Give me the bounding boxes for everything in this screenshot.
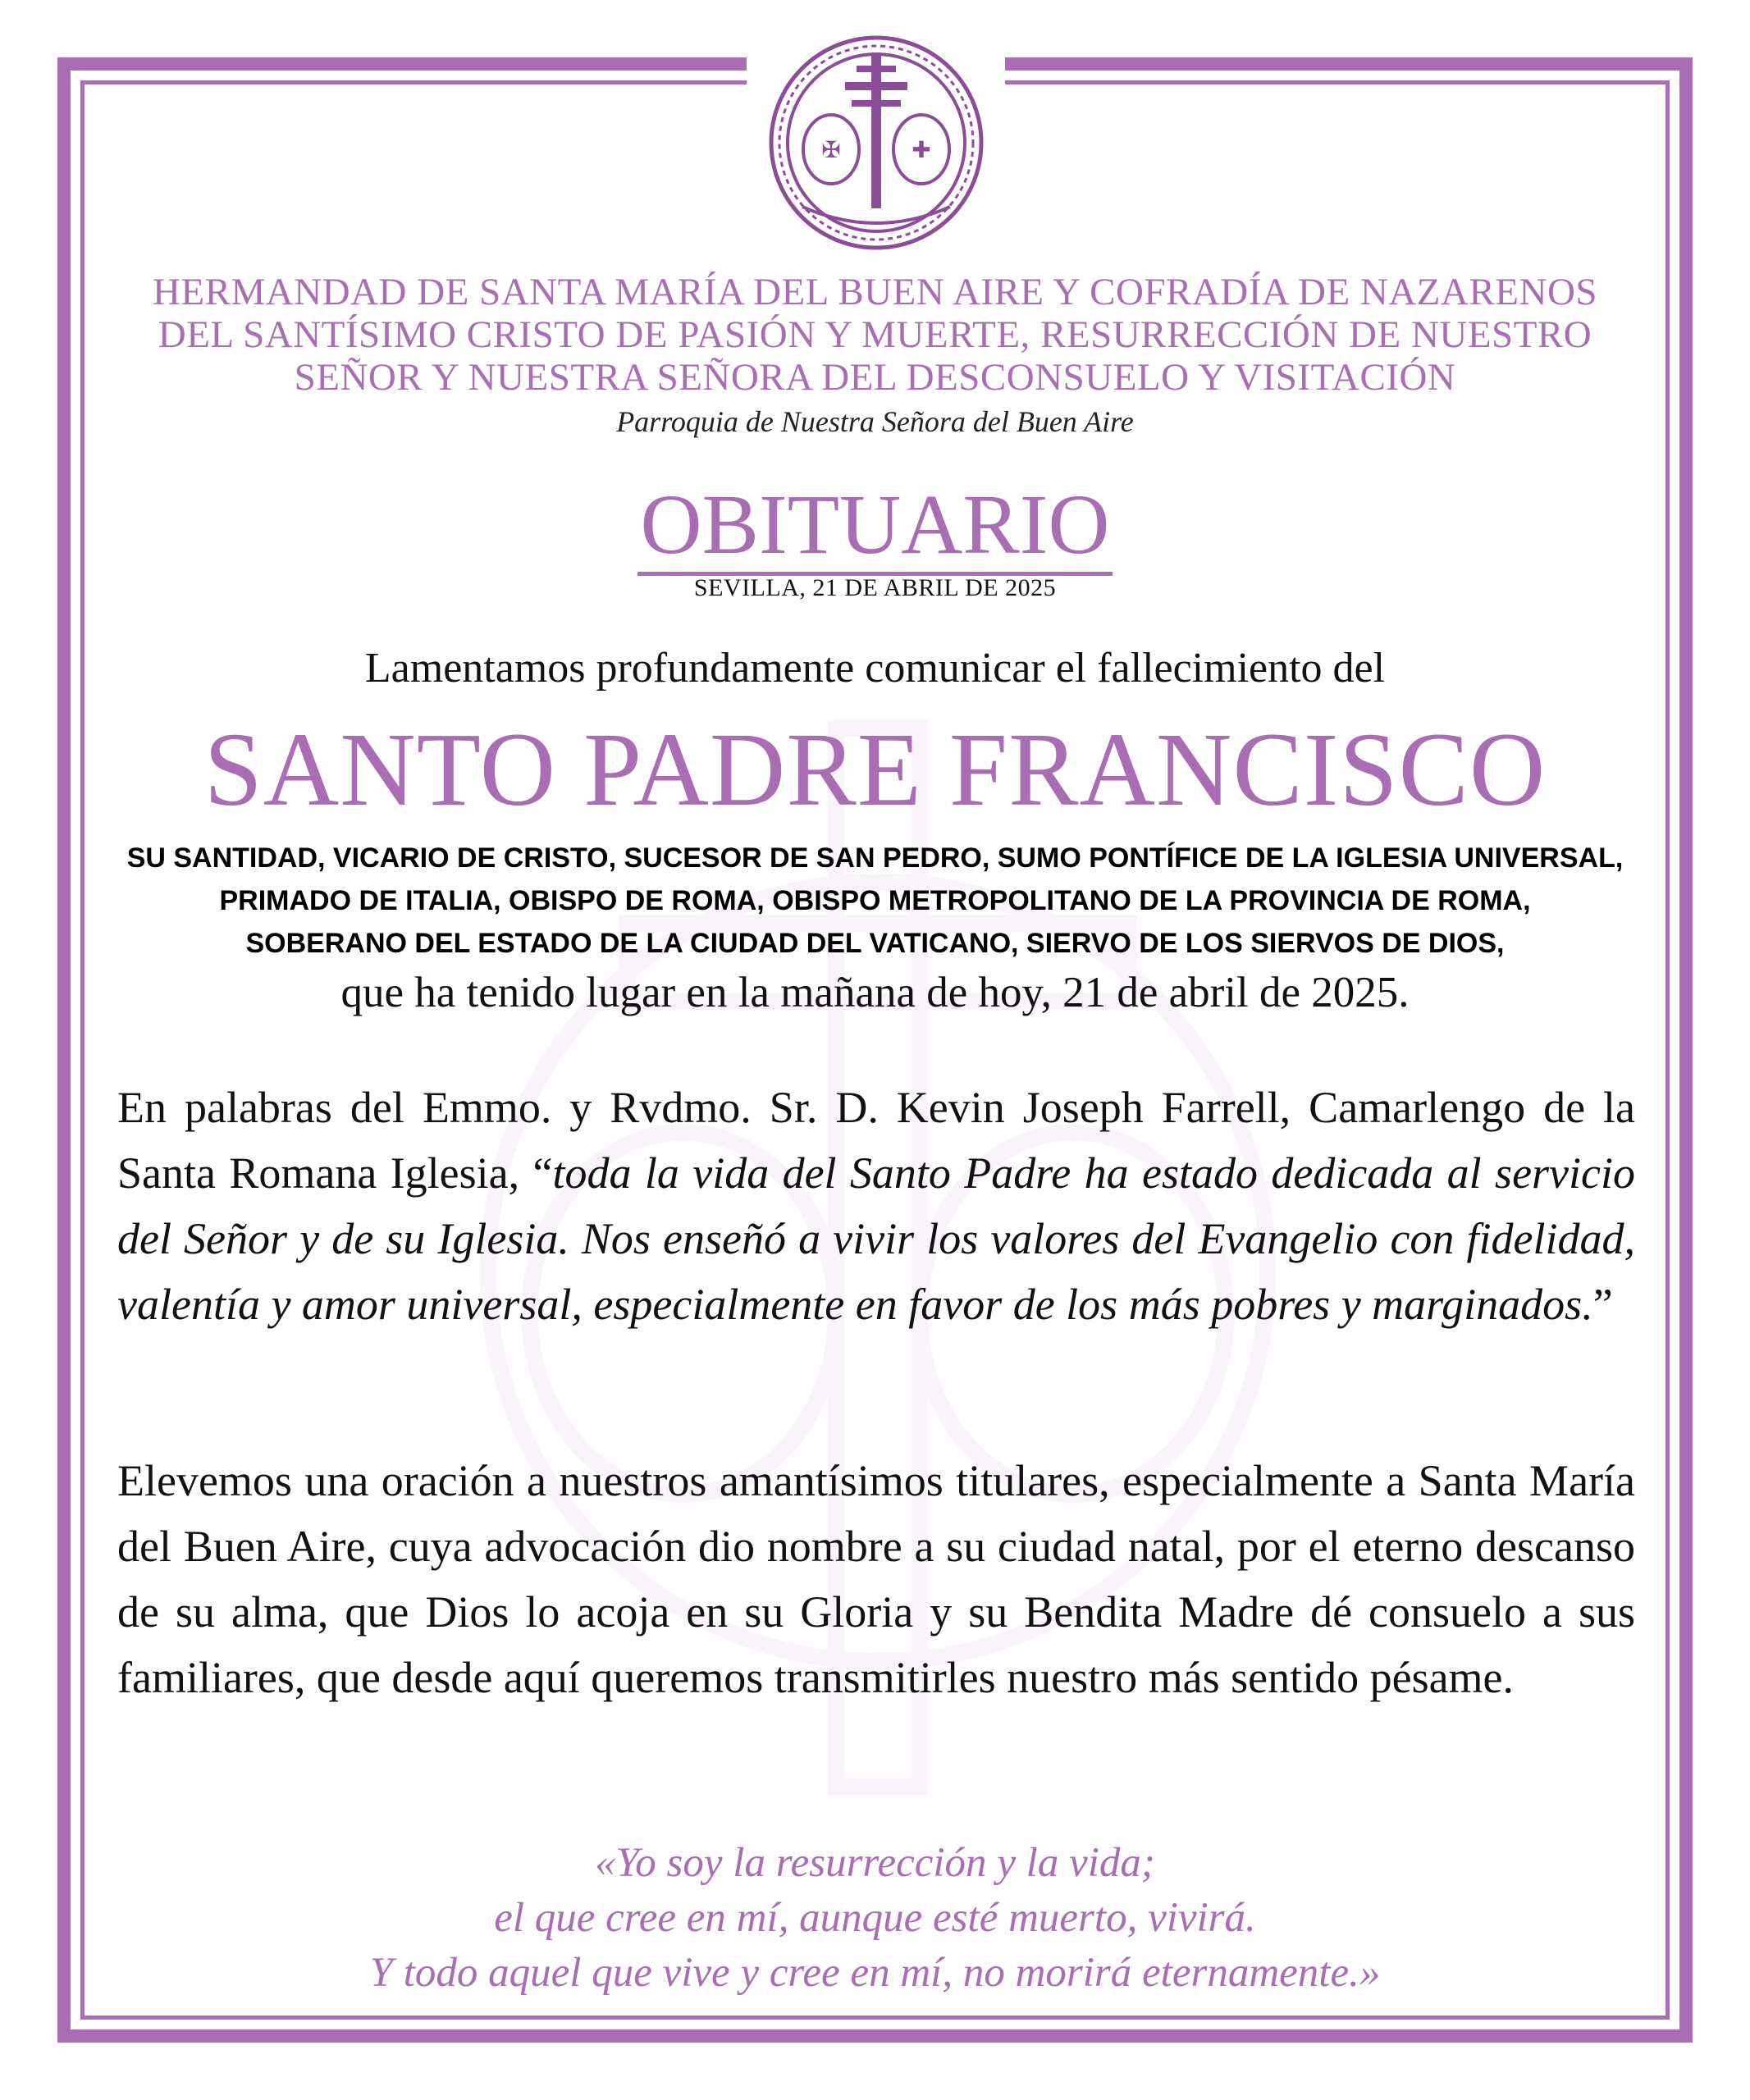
parish-name: Parroquia de Nuestra Señora del Buen Aire xyxy=(616,405,1134,438)
titles-line-2: PRIMADO DE ITALIA, OBISPO DE ROMA, OBISPO METROPOLITANO DE LA PROVINCIA DE ROMA, xyxy=(219,885,1531,916)
svg-text:✠: ✠ xyxy=(821,138,841,163)
titles-line-3: SOBERANO DEL ESTADO DE LA CIUDAD DEL VATICANO, SIERVO DE LOS SIERVOS DE DIOS, xyxy=(245,928,1505,959)
titles-line-1: SU SANTIDAD, VICARIO DE CRISTO, SUCESOR DE SAN PEDRO, SUMO PONTÍFICE DE LA IGLESIA UNIVERSAL, xyxy=(126,842,1624,874)
title-text: OBITUARIO xyxy=(637,477,1113,576)
brotherhood-line-1: HERMANDAD DE SANTA MARÍA DEL BUEN AIRE Y COFRADÍA DE NAZARENOS xyxy=(152,271,1598,313)
paragraph-prayer: Elevemos una oración a nuestros amantísimos titulares, especialmente a Santa María del Buen Aire, cuya advocación dio nombre a su ciudad natal, por el eterno descanso de su alma, que Dios lo acoja en su Gloria y su Bendita Madre dé consuelo a sus familiares, que desde aquí queremos transmitirles nuestro más sentido pésame. xyxy=(117,1456,1635,1702)
closing-quote xyxy=(115,1836,1635,2001)
brotherhood-line-2: DEL SANTÍSIMO CRISTO DE PASIÓN Y MUERTE, RESURRECCIÓN DE NUESTRO xyxy=(158,313,1592,356)
quote-line-1: «Yo soy la resurrección y la vida; xyxy=(595,1840,1155,1886)
quote-line-3: Y todo aquel que vive y cree en mí, no morirá eternamente.» xyxy=(369,1950,1381,1996)
quote-line-2: el que cree en mí, aunque esté muerto, vivirá. xyxy=(494,1895,1256,1941)
page-title xyxy=(115,477,1635,572)
brotherhood-crest-icon xyxy=(753,18,999,264)
p1-close: ” xyxy=(1592,1280,1613,1329)
p1-quote: toda la vida del Santo Padre ha estado dedicada al servicio del Señor y de su Iglesia. Nos enseñó a vivir los valores del Evangelio con fidelidad, valentía y amor universal, especialmente en favor de los más pobres y marginados. xyxy=(117,1148,1635,1329)
notice-date: SEVILLA, 21 DE ABRIL DE 2025 xyxy=(693,574,1057,601)
occurrence-text: que ha tenido lugar en la mañana de hoy, 21 de abril de 2025. xyxy=(340,969,1410,1016)
svg-text:✚: ✚ xyxy=(912,138,931,163)
paragraph-camerlengo xyxy=(117,1075,1635,1337)
brotherhood-name xyxy=(115,271,1635,399)
intro-text: Lamentamos profundamente comunicar el fallecimiento del xyxy=(364,645,1386,692)
brotherhood-line-3: SEÑOR Y NUESTRA SEÑORA DEL DESCONSUELO Y VISITACIÓN xyxy=(294,356,1456,399)
papal-titles xyxy=(115,837,1635,965)
p1-lead: En palabras del Emmo. y Rvdmo. Sr. D. Kevin Joseph Farrell, Camarlengo de la Santa Romana Iglesia, “ xyxy=(117,1083,1635,1198)
deceased-name: SANTO PADRE FRANCISCO xyxy=(203,711,1547,828)
